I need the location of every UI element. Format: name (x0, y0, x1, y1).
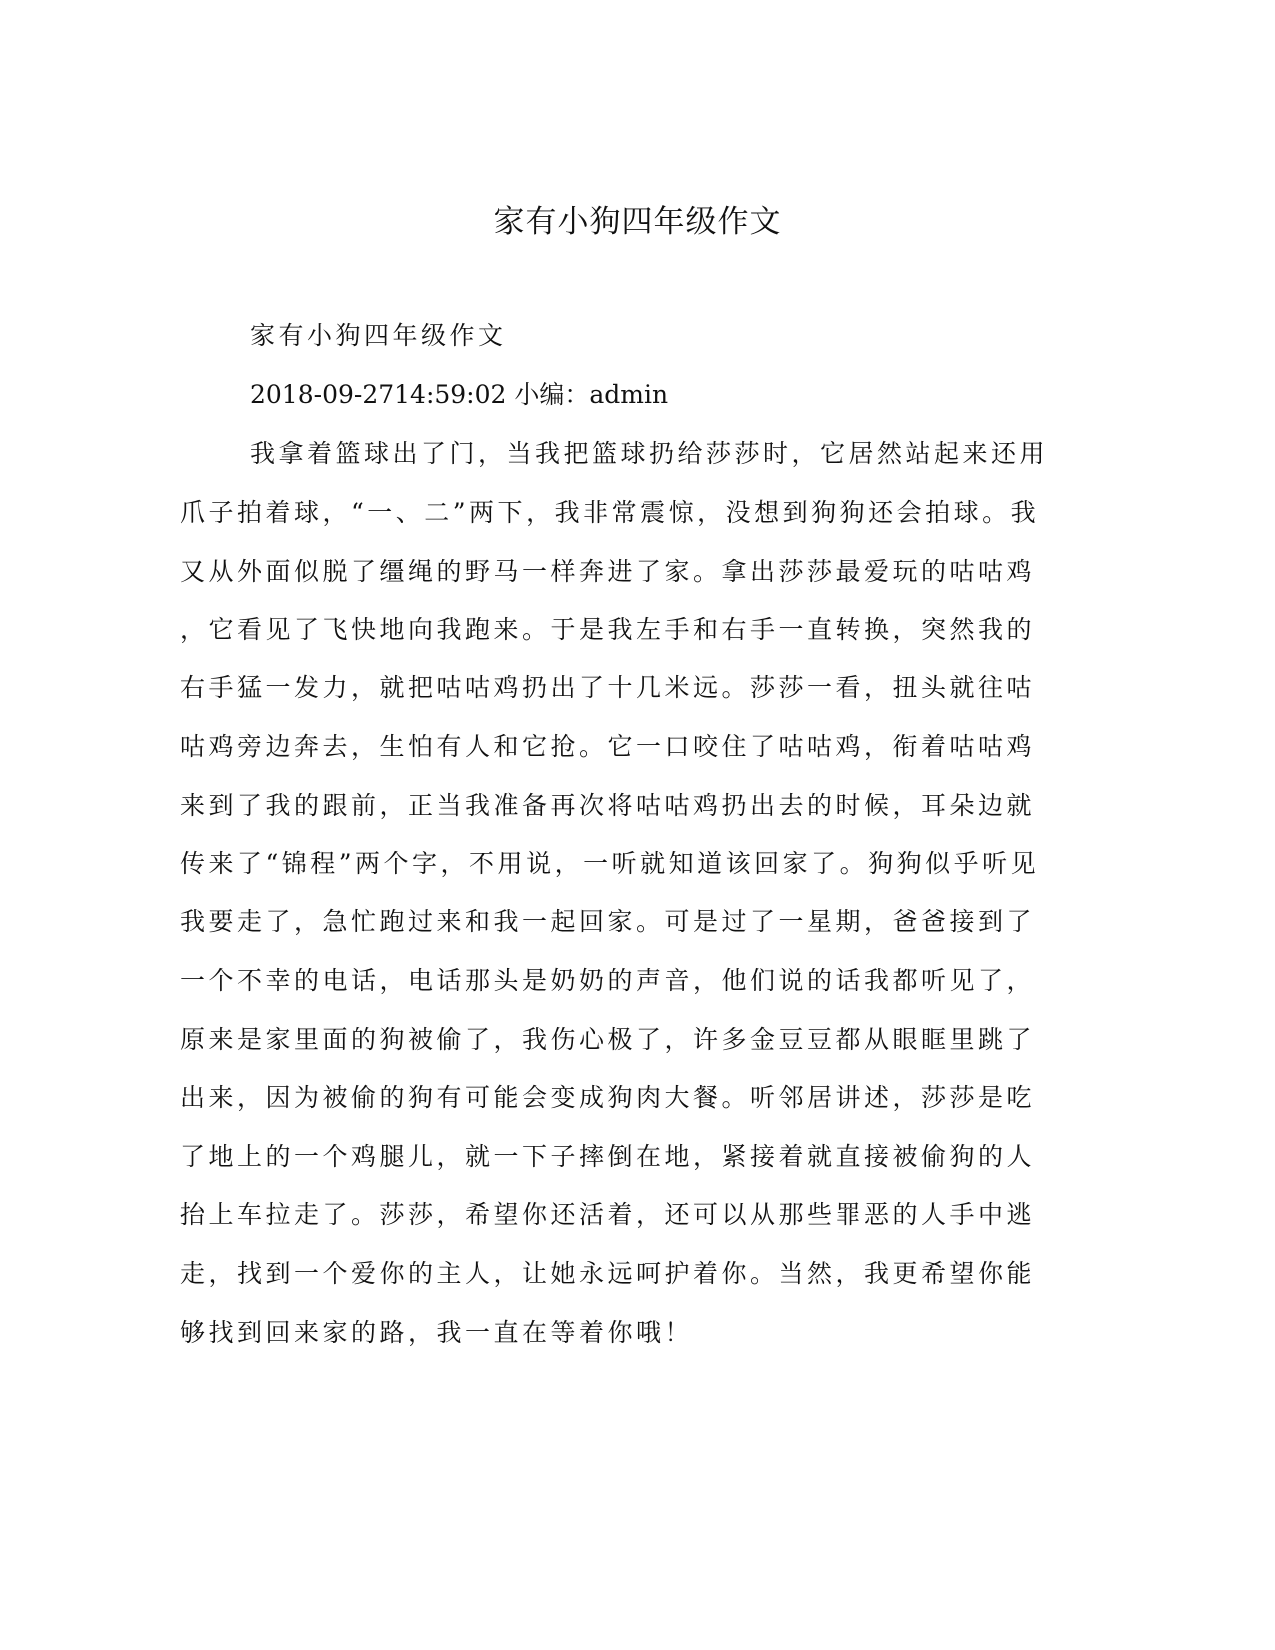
body-line: 我要走了，急忙跑过来和我一起回家。可是过了一星期，爸爸接到了 (180, 907, 1036, 936)
body-line: 传来了“锦程”两个字，不用说，一听就知道该回家了。狗狗似乎听见 (180, 849, 1040, 878)
body-line: 咕鸡旁边奔去，生怕有人和它抢。它一口咬住了咕咕鸡，衔着咕咕鸡 (180, 732, 1036, 761)
body-line: 一个不幸的电话，电话那头是奶奶的声音，他们说的话我都听见了， (180, 966, 1036, 995)
body-line: 原来是家里面的狗被偷了，我伤心极了，许多金豆豆都从眼眶里跳了 (180, 1025, 1036, 1054)
body-line: 了地上的一个鸡腿儿，就一下子摔倒在地，紧接着就直接被偷狗的人 (180, 1142, 1036, 1171)
document-subtitle: 家有小狗四年级作文 (250, 321, 507, 350)
document-title: 家有小狗四年级作文 (493, 204, 782, 240)
body-line: 我拿着篮球出了门，当我把篮球扔给莎莎时，它居然站起来还用 (250, 439, 1049, 468)
body-line: 走，找到一个爱你的主人，让她永远呵护着你。当然，我更希望你能 (180, 1259, 1036, 1288)
body-line: ，它看见了飞快地向我跑来。于是我左手和右手一直转换，突然我的 (180, 615, 1036, 644)
body-line: 又从外面似脱了缰绳的野马一样奔进了家。拿出莎莎最爱玩的咕咕鸡 (180, 557, 1036, 586)
body-line: 出来，因为被偷的狗有可能会变成狗肉大餐。听邻居讲述，莎莎是吃 (180, 1083, 1036, 1112)
body-line: 抬上车拉走了。莎莎，希望你还活着，还可以从那些罪恶的人手中逃 (180, 1200, 1036, 1229)
document-meta: 2018-09-2714:59:02 小编：admin (250, 380, 669, 409)
body-line: 来到了我的跟前，正当我准备再次将咕咕鸡扔出去的时候，耳朵边就 (180, 791, 1036, 820)
body-line: 够找到回来家的路，我一直在等着你哦！ (180, 1318, 694, 1347)
body-line: 右手猛一发力，就把咕咕鸡扔出了十几米远。莎莎一看，扭头就往咕 (180, 673, 1036, 702)
body-line: 爪子拍着球，“一、二”两下，我非常震惊，没想到狗狗还会拍球。我 (180, 498, 1040, 527)
